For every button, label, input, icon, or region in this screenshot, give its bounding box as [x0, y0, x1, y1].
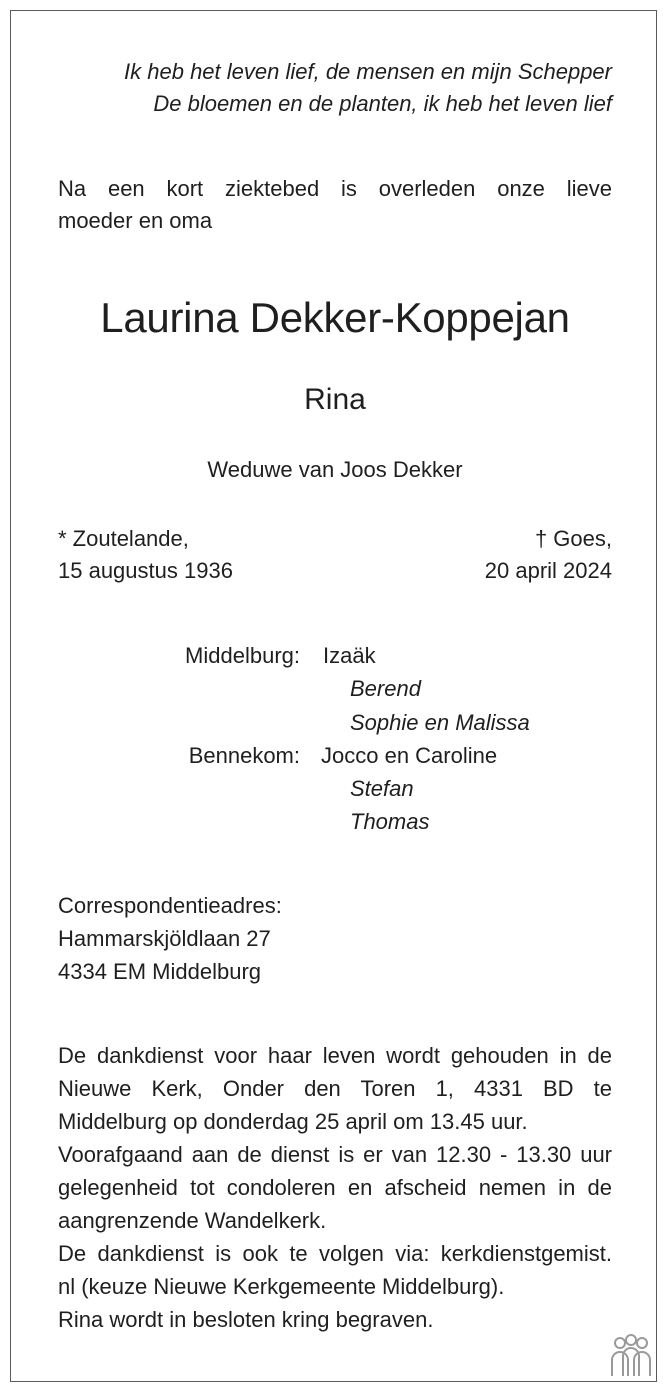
- poem-line-2: De bloemen en de planten, ik heb het leven lief: [153, 91, 612, 116]
- service-line: Nieuwe Kerk, Onder den Toren 1, 4331 BD te: [58, 1076, 612, 1101]
- birth-info: [58, 523, 233, 587]
- deceased-name: Laurina Dekker-Koppejan: [100, 294, 570, 341]
- grandchild: Berend: [350, 676, 421, 702]
- intro-text: [58, 173, 612, 237]
- service-line: Rina wordt in besloten kring begraven.: [58, 1307, 434, 1332]
- grandchild: Thomas: [350, 809, 430, 835]
- family-list: [58, 639, 612, 839]
- family-row: [58, 805, 612, 838]
- poem-quote: [58, 56, 612, 120]
- family-row: [58, 672, 612, 705]
- service-info: [58, 1039, 612, 1336]
- widow-of: Weduwe van Joos Dekker: [207, 457, 463, 482]
- address-label: Correspondentieadres:: [58, 893, 282, 918]
- family-place: Bennekom:: [188, 742, 300, 768]
- birth-date: 15 augustus 1936: [58, 558, 233, 583]
- service-line: De dankdienst voor haar leven wordt gehouden in de: [58, 1043, 612, 1068]
- death-place: † Goes,: [534, 526, 612, 551]
- service-line: Middelburg op donderdag 25 april om 13.45 uur.: [58, 1109, 528, 1134]
- service-line: aangrenzende Wandelkerk.: [58, 1208, 327, 1233]
- service-line: Voorafgaand aan de dienst is er van 12.30 - 13.30 uur: [58, 1142, 612, 1167]
- address-street: Hammarskjöldlaan 27: [58, 926, 271, 951]
- poem-line-1: Ik heb het leven lief, de mensen en mijn Schepper: [124, 59, 612, 84]
- family-member: Jocco en Caroline: [321, 742, 498, 768]
- correspondence-address: [58, 889, 282, 988]
- notice-body: [58, 0, 612, 1394]
- birth-place: * Zoutelande,: [58, 526, 189, 551]
- address-city: 4334 EM Middelburg: [58, 959, 262, 984]
- family-row: [58, 639, 612, 672]
- family-place: Middelburg:: [185, 643, 300, 668]
- intro-line-2: moeder en oma: [58, 208, 213, 233]
- grandchild: Sophie en Malissa: [350, 709, 530, 735]
- service-line: nl (keuze Nieuwe Kerkgemeente Middelburg).: [58, 1274, 505, 1299]
- family-row: [58, 772, 612, 805]
- death-date: 20 april 2024: [484, 558, 612, 583]
- intro-line-1: Na een kort ziektebed is overleden onze lieve: [58, 176, 612, 201]
- grandchild: Stefan: [350, 776, 414, 802]
- family-row: [58, 739, 612, 772]
- service-line: De dankdienst is ook te volgen via: kerkdienstgemist.: [58, 1241, 612, 1266]
- deceased-nickname: Rina: [304, 383, 366, 416]
- people-group-icon: [608, 1334, 654, 1378]
- family-member: Izaäk: [323, 643, 376, 668]
- service-line: gelegenheid tot condoleren en afscheid nemen in de: [58, 1175, 612, 1200]
- death-info: [485, 523, 612, 587]
- family-row: [58, 706, 612, 739]
